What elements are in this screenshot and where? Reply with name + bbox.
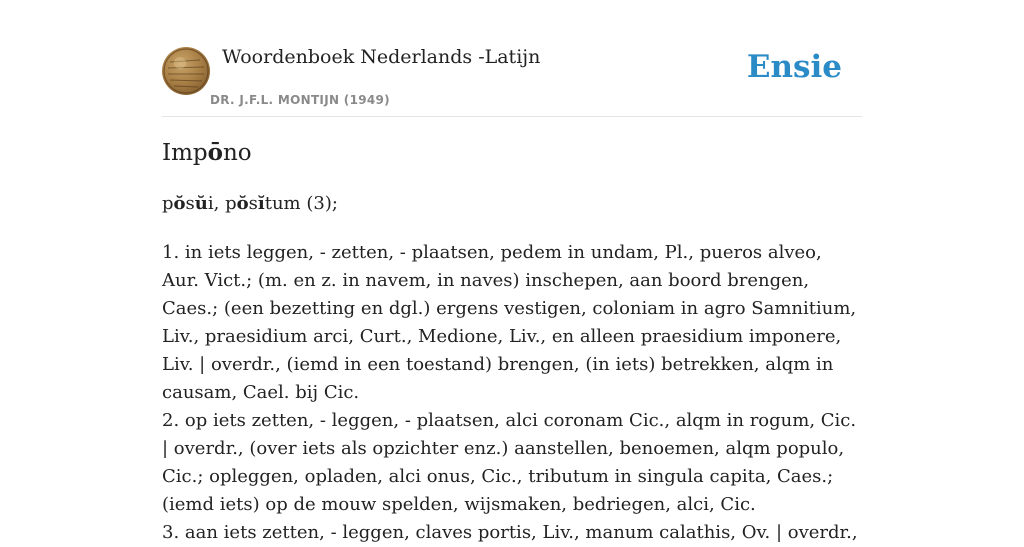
coin-icon: [162, 47, 210, 95]
brand-logo[interactable]: Ensie: [746, 49, 842, 85]
headword-part: ō: [207, 139, 223, 166]
form-part: s: [248, 193, 258, 214]
sense-3: 3. aan iets zetten, - leggen, claves portis, Liv., manum calathis, Ov. | overdr.,: [162, 522, 858, 543]
headword-part: no: [222, 140, 252, 166]
form-part: tum (3);: [264, 193, 338, 214]
form-part: ŏ: [173, 193, 186, 214]
form-part: p: [162, 193, 174, 214]
headword-part: Imp: [162, 140, 208, 166]
entry-definition: [162, 239, 862, 547]
form-part: ĭ: [257, 193, 265, 214]
entry-headword: [162, 139, 252, 166]
author-byline: DR. J.F.L. MONTIJN (1949): [210, 93, 390, 107]
sense-1: 1. in iets leggen, - zetten, - plaatsen, pedem in undam, Pl., pueros alveo, Aur. Vict.; (m. en z. in navem, in naves) inschepen, aan boord brengen, Caes.; (een bezetting en dgl.) ergens vestigen, coloniam in agro Samnitium, Liv., praesidium arci, Curt., Medione, Liv., en alleen praesidium imponere, Liv. | overdr., (iemd in een toestand) brengen, (in iets) betrekken, alqm in causam, Cael. bij Cic.: [162, 242, 857, 403]
header: [162, 44, 862, 117]
principal-parts: [162, 193, 338, 214]
form-part: ŏ: [236, 193, 249, 214]
form-part: s: [185, 193, 195, 214]
book-title[interactable]: Woordenboek Nederlands -Latijn: [222, 46, 541, 68]
form-part: i, p: [207, 193, 237, 214]
sense-2: 2. op iets zetten, - leggen, - plaatsen, alci coronam Cic., alqm in rogum, Cic. | overdr., (over iets als opzichter enz.) aanstellen, benoemen, alqm populo, Cic.; opleggen, opladen, alci onus, Cic., tributum in singula capita, Caes.; (iemd iets) op de mouw spelden, wijsmaken, bedriegen, alci, Cic.: [162, 410, 857, 515]
form-part: ŭ: [194, 193, 208, 214]
